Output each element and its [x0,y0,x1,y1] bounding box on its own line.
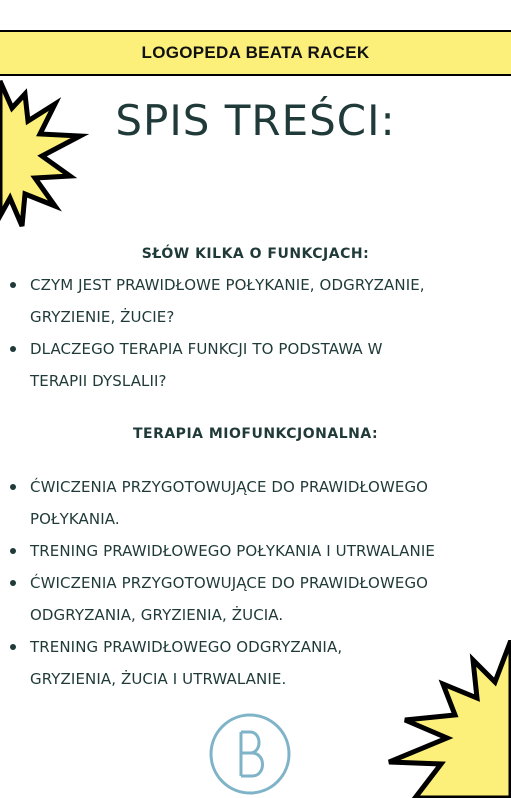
list-item: DLACZEGO TERAPIA FUNKCJI TO PODSTAWA W TERAPII DYSLALII? [10,333,511,397]
list-item: ĆWICZENIA PRZYGOTOWUJĄCE DO PRAWIDŁOWEGO POŁYKANIA. [10,471,511,535]
list-item: ĆWICZENIA PRZYGOTOWUJĄCE DO PRAWIDŁOWEGO ODGRYZANIA, GRYZIENIA, ŻUCIA. [10,567,511,631]
header-banner [0,30,511,76]
list-item: CZYM JEST PRAWIDŁOWE POŁYKANIE, ODGRYZANIE, GRYZIENIE, ŻUCIE? [10,269,511,333]
section-heading-myofunctional: TERAPIA MIOFUNKCJONALNA: [132,426,379,442]
starburst-bottom-right-icon [385,640,511,798]
list-item: TRENING PRAWIDŁOWEGO ODGRYZANIA, GRYZIENIA, ŻUCIA I UTRWALANIE. [10,631,511,695]
list-item: TRENING PRAWIDŁOWEGO POŁYKANIA I UTRWALANIE [10,535,511,567]
section-heading-functions: SŁÓW KILKA O FUNKCJACH: [141,246,370,262]
letter-b-monogram-icon [208,712,292,796]
toc-list-functions [10,269,511,397]
page-title: SPIS TREŚCI: [115,96,396,145]
banner-text: LOGOPEDA BEATA RACEK [141,43,370,62]
